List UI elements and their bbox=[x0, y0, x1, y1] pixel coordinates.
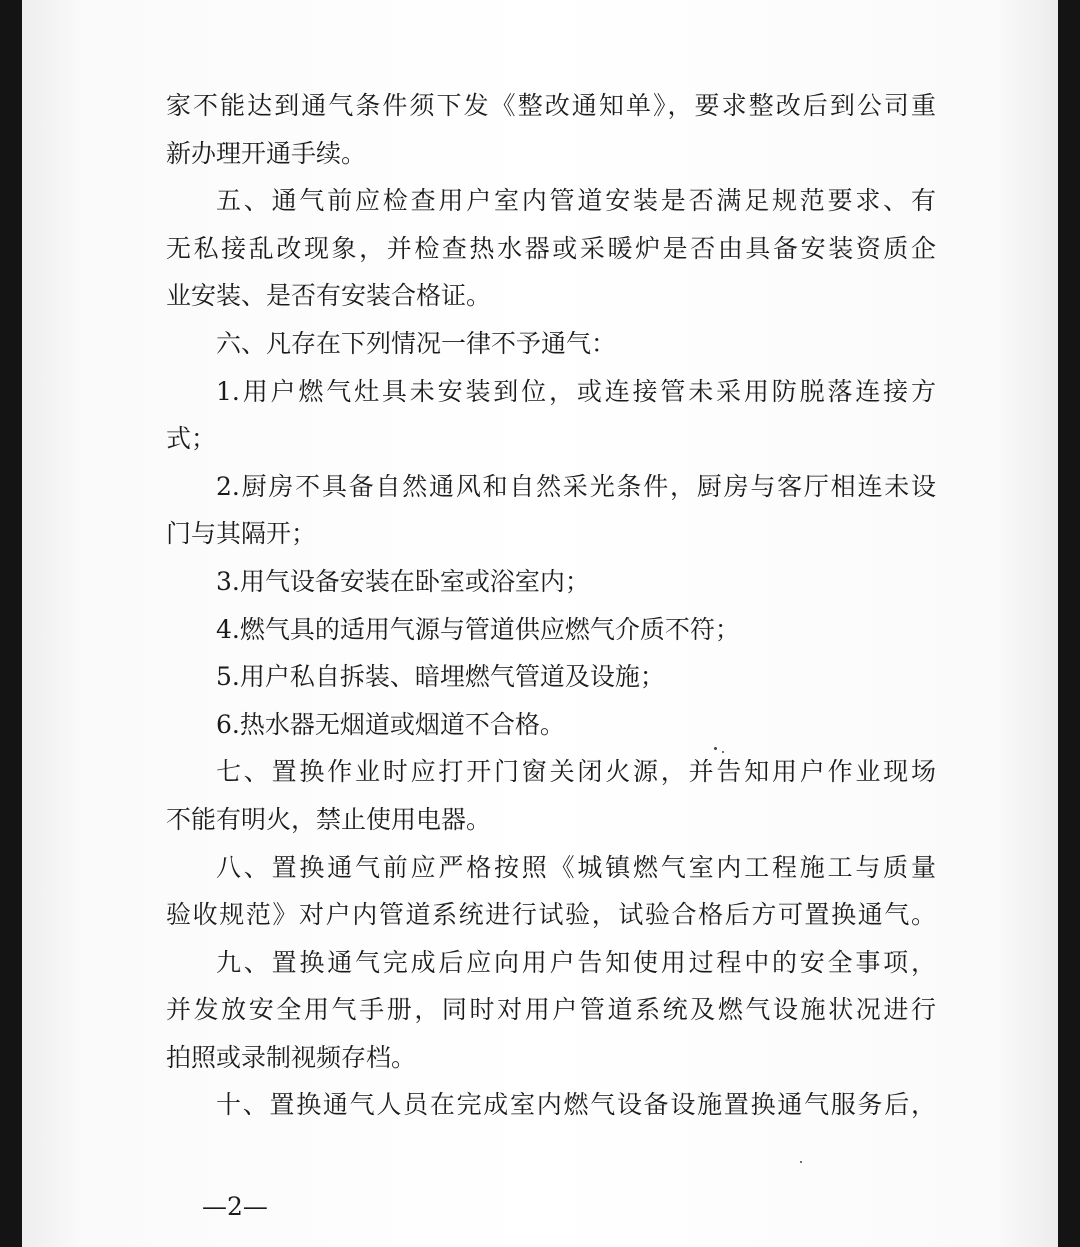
text-line: 并发放安全用气手册，同时对用户管道系统及燃气设施状况进行 bbox=[166, 995, 936, 1025]
text-line: 拍照或录制视频存档。 bbox=[166, 1042, 417, 1072]
text-line: 4.燃气具的适用气源与管道供应燃气介质不符； bbox=[216, 614, 740, 644]
scan-speck bbox=[722, 751, 724, 753]
document-page bbox=[22, 0, 1058, 1247]
text-line: 5.用户私自拆装、暗埋燃气管道及设施； bbox=[216, 662, 665, 692]
scan-speck bbox=[800, 1161, 802, 1163]
text-line: 3.用气设备安装在卧室或浴室内； bbox=[216, 566, 590, 596]
text-line: 验收规范》对户内管道系统进行试验，试验合格后方可置换通气。 bbox=[166, 900, 936, 930]
text-line: 八、置换通气前应严格按照《城镇燃气室内工程施工与质量 bbox=[216, 852, 936, 882]
text-line: 无私接乱改现象，并检查热水器或采暖炉是否由具备安装资质企 bbox=[166, 233, 936, 263]
text-line: 2.厨房不具备自然通风和自然采光条件，厨房与客厅相连未设 bbox=[216, 471, 936, 501]
text-line: 6.热水器无烟道或烟道不合格。 bbox=[216, 709, 565, 739]
text-line: 五、通气前应检查用户室内管道安装是否满足规范要求、有 bbox=[216, 186, 936, 216]
text-line: 十、置换通气人员在完成室内燃气设备设施置换通气服务后， bbox=[216, 1090, 936, 1120]
page-number: —2— bbox=[202, 1192, 268, 1221]
text-line: 业安装、是否有安装合格证。 bbox=[166, 281, 492, 311]
scan-speck bbox=[714, 747, 717, 750]
text-line: 式； bbox=[166, 424, 217, 454]
document-body bbox=[166, 82, 936, 1129]
text-line: 六、凡存在下列情况一律不予通气： bbox=[216, 328, 617, 358]
text-line: 不能有明火，禁止使用电器。 bbox=[166, 804, 492, 834]
text-line: 家不能达到通气条件须下发《整改通知单》，要求整改后到公司重 bbox=[166, 91, 936, 120]
text-line: 七、置换作业时应打开门窗关闭火源，并告知用户作业现场 bbox=[216, 757, 936, 787]
text-line: 新办理开通手续。 bbox=[166, 138, 367, 168]
text-line: 1.用户燃气灶具未安装到位，或连接管未采用防脱落连接方 bbox=[216, 376, 936, 406]
text-line: 门与其隔开； bbox=[166, 519, 317, 549]
text-line: 九、置换通气完成后应向用户告知使用过程中的安全事项， bbox=[216, 947, 936, 977]
